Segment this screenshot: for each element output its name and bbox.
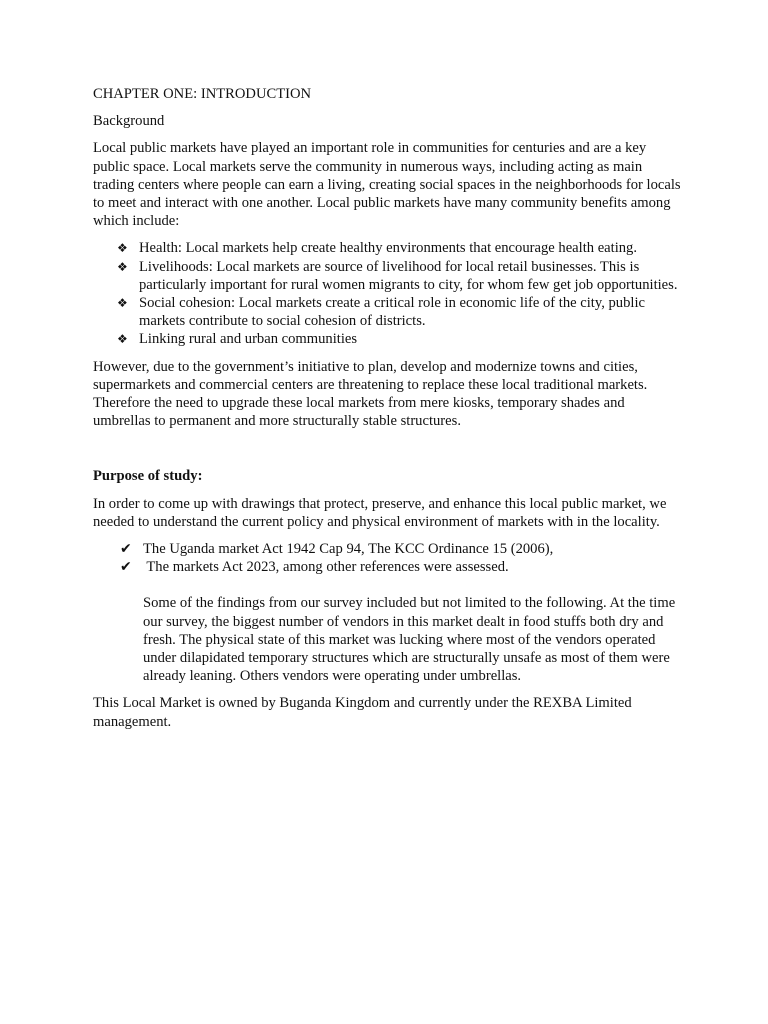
background-heading: Background: [93, 113, 165, 130]
list-item: [93, 540, 683, 558]
findings-paragraph: Some of the findings from our survey included but not limited to the following. At the time our survey, the biggest number of vendors in this market dealt in food stuffs both dry and fresh. The physical state of this market was lucking where most of the vendors operated under dilapidated temporary structures which are structurally unsafe as most of them were already leaning. Others vendors were operating under umbrellas.: [143, 595, 676, 685]
chapter-title: CHAPTER ONE: INTRODUCTION: [93, 86, 312, 102]
diamond-bullet-icon: ❖: [117, 241, 128, 256]
ownership-paragraph: This Local Market is owned by Buganda Kingdom and currently under the REXBA Limited management.: [93, 695, 632, 730]
checkmark-icon: ✔: [120, 541, 132, 558]
checkmark-icon: ✔: [120, 559, 132, 576]
reference-markets-act: The markets Act 2023, among other references were assessed.: [143, 559, 509, 576]
benefit-social-cohesion: Social cohesion: Local markets create a critical role in economic life of the city, public markets contribute to social cohesion of districts.: [139, 295, 645, 330]
diamond-bullet-icon: ❖: [117, 259, 128, 274]
list-item: [93, 558, 683, 576]
diamond-bullet-icon: ❖: [117, 296, 128, 311]
list-item: [93, 294, 683, 330]
reference-uganda-market-act: The Uganda market Act 1942 Cap 94, The KCC Ordinance 15 (2006),: [143, 541, 554, 558]
however-paragraph: However, due to the government’s initiative to plan, develop and modernize towns and cities, supermarkets and commercial centers are threatening to replace these local traditional markets. Therefore the need to upgrade these local markets from mere kiosks, temporary shades and umbrellas to permanent and more structurally stable structures.: [93, 358, 648, 430]
benefit-health: Health: Local markets help create healthy environments that encourage health eating.: [139, 240, 638, 257]
list-item: [93, 330, 683, 348]
list-item: [93, 239, 683, 257]
list-item: [93, 258, 683, 294]
intro-paragraph: Local public markets have played an important role in communities for centuries and are a key public space. Local markets serve the community in numerous ways, including acting as main trading centers where people can earn a living, creating social spaces in the neighborhoods for locals to meet and interact with one another. Local public markets have many community benefits among which include:: [93, 140, 681, 230]
benefit-linking: Linking rural and urban communities: [139, 331, 358, 348]
benefits-list: [93, 239, 683, 348]
references-list: [93, 540, 683, 576]
benefit-livelihoods: Livelihoods: Local markets are source of livelihood for local retail businesses. This is particularly important for rural women migrants to city, for whom few get job opportunities.: [139, 258, 678, 293]
document-page: [93, 85, 683, 740]
purpose-heading: Purpose of study:: [93, 468, 203, 485]
diamond-bullet-icon: ❖: [117, 332, 128, 347]
purpose-paragraph: In order to come up with drawings that protect, preserve, and enhance this local public market, we needed to understand the current policy and physical environment of markets with in the locality.: [93, 495, 667, 530]
spacer: [93, 439, 683, 467]
